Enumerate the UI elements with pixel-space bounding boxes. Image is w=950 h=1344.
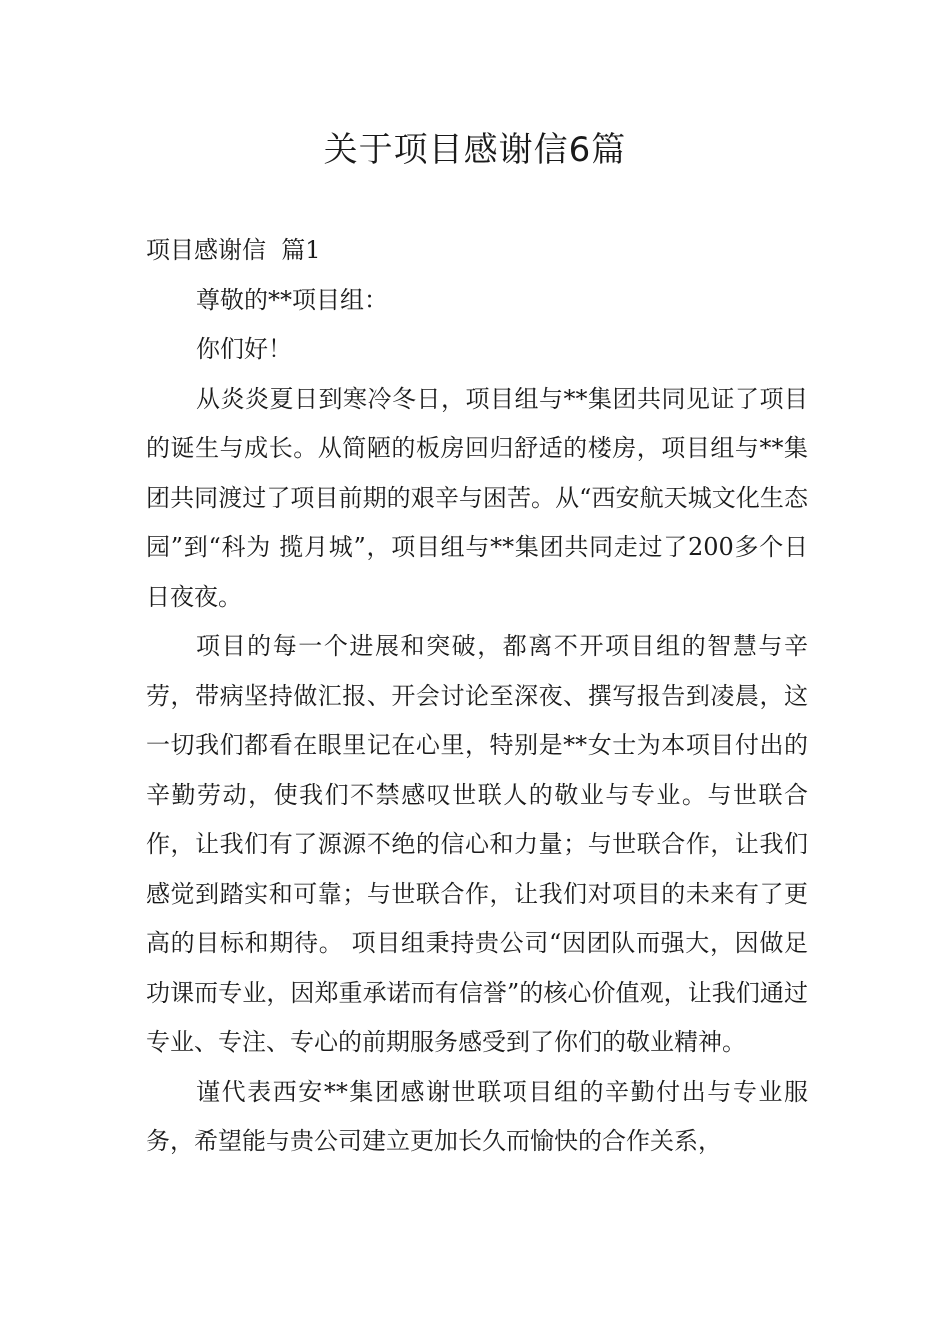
document-title: 关于项目感谢信6篇: [323, 130, 627, 170]
salutation: 尊敬的**项目组：: [196, 285, 388, 314]
body-paragraph: 从炎炎夏日到寒冷冬日，项目组与**集团共同见证了项目的诞生与成长。从简陋的板房回归舒适的楼房，项目组与**集团共同渡过了项目前期的艰辛与困苦。从“西安航天城文化生态园”到“科为 揽月城”，项目组与**集团共同走过了200多个日日夜夜。: [146, 384, 808, 611]
body-paragraph: 项目的每一个进展和突破，都离不开项目组的智慧与辛劳，带病坚持做汇报、开会讨论至深夜、撰写报告到凌晨，这一切我们都看在眼里记在心里，特别是**女士为本项目付出的辛勤劳动，使我们不禁感叹世联人的敬业与专业。与世联合作，让我们有了源源不绝的信心和力量；与世联合作，让我们感觉到踏实和可靠；与世联合作，让我们对项目的未来有了更高的目标和期待。 项目组秉持贵公司“因团队而强大，因做足功课而专业，因郑重承诺而有信誉”的核心价值观，让我们通过专业、专注、专心的前期服务感受到了你们的敬业精神。: [146, 632, 808, 1056]
section-title: 项目感谢信 篇1: [146, 236, 321, 264]
body-paragraph: 谨代表西安**集团感谢世联项目组的辛勤付出与专业服务，希望能与贵公司建立更加长久而愉快的合作关系，: [146, 1077, 808, 1155]
greeting: 你们好！: [196, 335, 292, 363]
document-body: [146, 226, 808, 1167]
